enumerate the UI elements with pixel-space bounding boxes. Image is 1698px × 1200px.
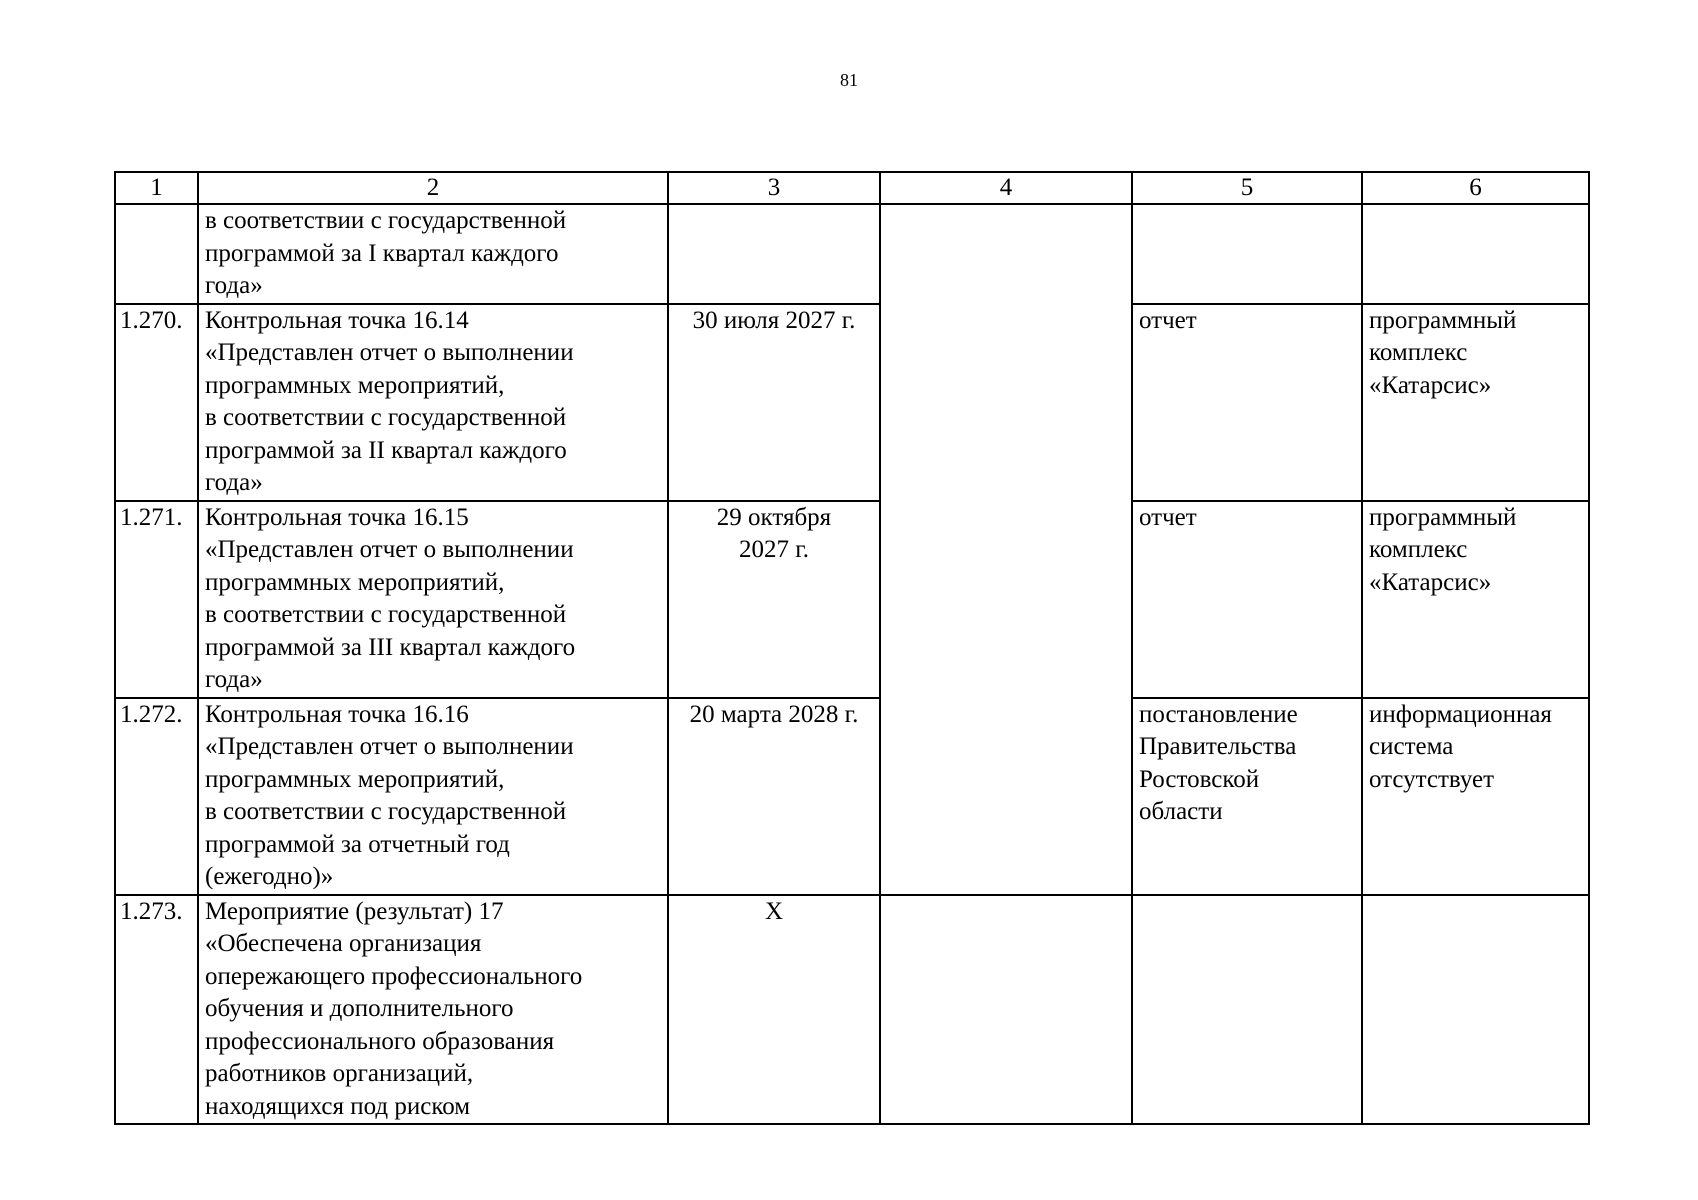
description-line: профессионального образования bbox=[205, 1027, 555, 1055]
system-cell bbox=[1362, 204, 1589, 304]
date-cell bbox=[668, 895, 880, 1125]
date-cell bbox=[668, 204, 880, 304]
column-header: 6 bbox=[1362, 172, 1589, 204]
document-line: отчет bbox=[1139, 306, 1197, 334]
row-number-cell: 1.271. bbox=[115, 501, 198, 698]
system-cell bbox=[1362, 501, 1589, 698]
system-line: комплекс bbox=[1369, 339, 1468, 366]
date-line: 29 октября bbox=[716, 503, 832, 531]
document-cell bbox=[1132, 501, 1362, 698]
description-line: «Представлен отчет о выполнении bbox=[205, 536, 574, 563]
description-line: года» bbox=[205, 469, 263, 496]
system-cell bbox=[1362, 895, 1589, 1125]
description-line: Контрольная точка 16.15 bbox=[205, 503, 469, 531]
system-cell bbox=[1362, 698, 1589, 895]
document-cell bbox=[1132, 895, 1362, 1125]
document-cell bbox=[1132, 698, 1362, 895]
description-line: года» bbox=[205, 666, 263, 693]
table-row bbox=[115, 698, 1589, 895]
system-line: «Катарсис» bbox=[1369, 568, 1492, 596]
description-cell bbox=[198, 304, 668, 501]
document-cell bbox=[1132, 204, 1362, 304]
description-line: в соответствии с государственной bbox=[205, 404, 567, 431]
date-line: 30 июля 2027 г. bbox=[692, 306, 856, 334]
description-line: программой за I квартал каждого bbox=[205, 239, 559, 267]
column-header: 2 bbox=[198, 172, 668, 204]
description-line: Контрольная точка 16.16 bbox=[205, 700, 469, 728]
table-row bbox=[115, 895, 1589, 1125]
column-header: 3 bbox=[668, 172, 880, 204]
description-line: обучения и дополнительного bbox=[205, 995, 514, 1022]
system-line: «Катарсис» bbox=[1369, 371, 1492, 399]
description-line: Контрольная точка 16.14 bbox=[205, 306, 469, 334]
column-header: 4 bbox=[880, 172, 1132, 204]
responsible-cell bbox=[880, 895, 1132, 1125]
document-line: Правительства bbox=[1139, 733, 1297, 760]
schedule-table bbox=[114, 171, 1590, 1125]
date-line: X bbox=[764, 897, 784, 925]
description-line: (ежегодно)» bbox=[205, 863, 334, 890]
system-line: система bbox=[1369, 733, 1454, 760]
date-cell bbox=[668, 501, 880, 698]
system-cell bbox=[1362, 304, 1589, 501]
date-cell bbox=[668, 304, 880, 501]
responsible-cell bbox=[880, 204, 1132, 895]
description-line: Мероприятие (результат) 17 bbox=[205, 897, 504, 925]
description-cell bbox=[198, 698, 668, 895]
table-row bbox=[115, 304, 1589, 501]
document-line: отчет bbox=[1139, 503, 1197, 531]
system-line: информационная bbox=[1369, 700, 1552, 728]
description-line: «Представлен отчет о выполнении bbox=[205, 733, 574, 760]
table-row bbox=[115, 501, 1589, 698]
system-line: программный bbox=[1369, 306, 1517, 334]
description-line: «Обеспечена организация bbox=[205, 930, 482, 957]
date-line: 20 марта 2028 г. bbox=[689, 700, 859, 728]
system-line: отсутствует bbox=[1369, 765, 1495, 793]
description-cell bbox=[198, 501, 668, 698]
date-line: 2027 г. bbox=[739, 536, 809, 563]
row-number-cell: 1.272. bbox=[115, 698, 198, 895]
description-line: опережающего профессионального bbox=[205, 962, 583, 990]
column-header: 1 bbox=[115, 172, 198, 204]
date-cell bbox=[668, 698, 880, 895]
table-header-row bbox=[115, 172, 1589, 204]
description-line: программных мероприятий, bbox=[205, 765, 505, 793]
description-line: в соответствии с государственной bbox=[205, 601, 567, 628]
system-line: программный bbox=[1369, 503, 1517, 531]
description-line: работников организаций, bbox=[205, 1060, 474, 1087]
description-cell bbox=[198, 895, 668, 1125]
description-line: программных мероприятий, bbox=[205, 371, 505, 399]
document-line: Ростовской bbox=[1139, 765, 1260, 793]
description-cell bbox=[198, 204, 668, 304]
description-line: программой за II квартал каждого bbox=[205, 436, 567, 464]
description-line: года» bbox=[205, 272, 263, 299]
description-line: находящихся под риском bbox=[205, 1092, 471, 1120]
description-line: программой за III квартал каждого bbox=[205, 633, 576, 661]
document-line: области bbox=[1139, 798, 1223, 825]
system-line: комплекс bbox=[1369, 536, 1468, 563]
description-line: программных мероприятий, bbox=[205, 568, 505, 596]
description-line: «Представлен отчет о выполнении bbox=[205, 339, 574, 366]
document-cell bbox=[1132, 304, 1362, 501]
table-row bbox=[115, 204, 1589, 304]
description-line: в соответствии с государственной bbox=[205, 798, 567, 825]
row-number-cell bbox=[115, 204, 198, 304]
row-number-cell: 1.270. bbox=[115, 304, 198, 501]
description-line: программой за отчетный год bbox=[205, 830, 510, 858]
row-number-cell: 1.273. bbox=[115, 895, 198, 1125]
description-line: в соответствии с государственной bbox=[205, 207, 567, 234]
page-number: 81 bbox=[840, 70, 858, 90]
column-header: 5 bbox=[1132, 172, 1362, 204]
document-line: постановление bbox=[1139, 700, 1298, 728]
